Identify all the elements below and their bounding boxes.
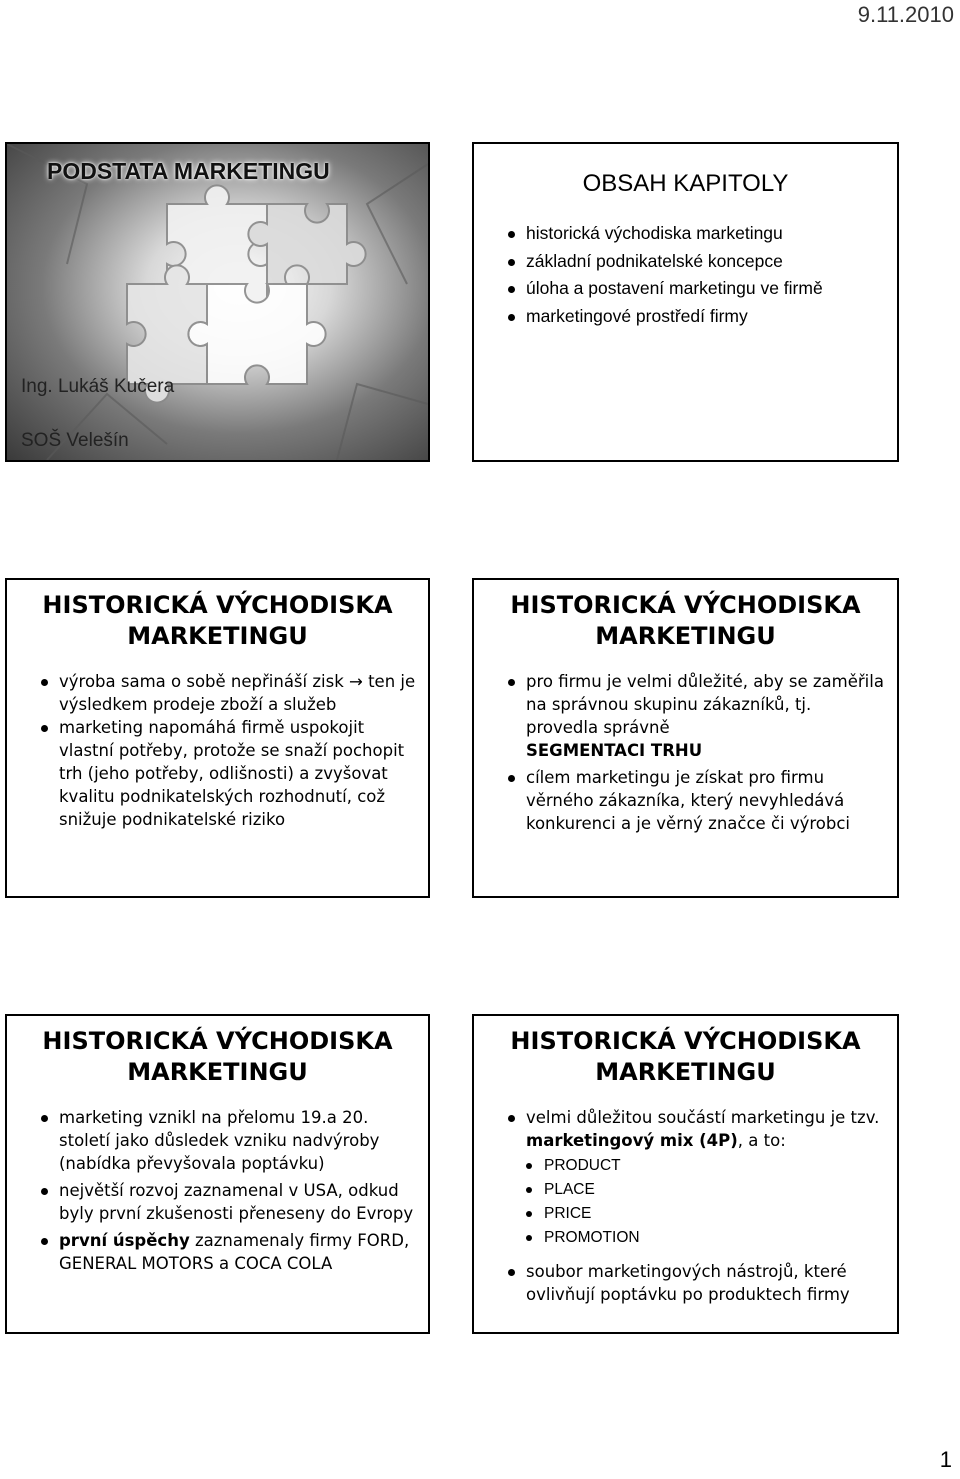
list-item: marketing vznikl na přelomu 19.a 20. století jako důsledek vzniku nadvýroby (nabídka převyšovala poptávku) [41, 1106, 416, 1175]
contents-list [474, 220, 897, 330]
bullet-icon [508, 314, 515, 321]
list-item: největší rozvoj zaznamenal v USA, odkud byly první zkušenosti přeneseny do Evropy [41, 1179, 416, 1225]
bullet-list [7, 1106, 428, 1275]
list-item: marketing napomáhá firmě uspokojit vlastní potřeby, protože se snaží pochopit trh (jeho potřeby, odlišnosti) a zvyšovat kvalitu podnikatelských rozhodnutí, což snižuje podnikatelské riziko [41, 716, 416, 831]
bullet-icon [526, 1211, 532, 1217]
bullet-icon [526, 1187, 532, 1193]
bullet-icon [508, 259, 515, 266]
slide-history-2 [472, 578, 899, 898]
bullet-icon [526, 1163, 532, 1169]
list-item: základní podnikatelské koncepce [508, 248, 897, 276]
list-item: výroba sama o sobě nepřináší zisk → ten je výsledkem prodeje zboží a služeb [41, 670, 416, 716]
list-item: úloha a postavení marketingu ve firmě [508, 275, 897, 303]
slide-contents [472, 142, 899, 462]
bullet-icon [41, 1115, 48, 1122]
bullet-list [474, 1106, 897, 1306]
list-item: marketingové prostředí firmy [508, 303, 897, 331]
bullet-icon [41, 725, 48, 732]
slide-history-1 [5, 578, 430, 898]
bullet-icon [508, 775, 515, 782]
bullet-icon [508, 1269, 515, 1276]
bullet-icon [41, 1188, 48, 1195]
bullet-list [474, 670, 897, 835]
slide-heading: HISTORICKÁ VÝCHODISKA MARKETINGU [42, 591, 393, 650]
sub-item: PRODUCT [526, 1154, 885, 1178]
bullet-icon [508, 286, 515, 293]
slide-history-4 [472, 1014, 899, 1334]
puzzle-image [7, 144, 428, 460]
list-item: pro firmu je velmi důležité, aby se zaměřila na správnou skupinu zákazníků, tj. provedla správně SEGMENTACI TRHU [508, 670, 885, 762]
bullet-icon [508, 1115, 515, 1122]
bullet-icon [526, 1235, 532, 1241]
bullet-icon [508, 231, 515, 238]
bullet-icon [508, 679, 515, 686]
contents-title: OBSAH KAPITOLY [582, 170, 789, 197]
list-item: soubor marketingových nástrojů, které ovlivňují poptávku po produktech firmy [508, 1260, 885, 1306]
slide-heading: HISTORICKÁ VÝCHODISKA MARKETINGU [510, 1027, 861, 1086]
bullet-list [7, 670, 428, 831]
list-item: historická východiska marketingu [508, 220, 897, 248]
slide-title-text: PODSTATA MARKETINGU [47, 158, 330, 184]
slide-history-3 [5, 1014, 430, 1334]
list-item: první úspěchy zaznamenaly firmy FORD, GENERAL MOTORS a COCA COLA [41, 1229, 416, 1275]
slide-heading: HISTORICKÁ VÝCHODISKA MARKETINGU [510, 591, 861, 650]
header-date: 9.11.2010 [857, 2, 954, 27]
page-number: 1 [939, 1447, 952, 1472]
slide-title [5, 142, 430, 462]
author-name: Ing. Lukáš Kučera [21, 376, 175, 397]
sub-item: PLACE [526, 1178, 885, 1202]
sub-item: PROMOTION [526, 1226, 885, 1250]
list-item: cílem marketingu je získat pro firmu věrného zákazníka, který nevyhledává konkurenci a je věrný značce či výrobci [508, 766, 885, 835]
list-item: velmi důležitou součástí marketingu je tzv. marketingový mix (4P), a to: PRODUCT PLACE PRICE PROMOTION [508, 1106, 885, 1250]
slide-heading: HISTORICKÁ VÝCHODISKA MARKETINGU [42, 1027, 393, 1086]
bullet-icon [41, 1238, 48, 1245]
school-name: SOŠ Velešín [21, 430, 129, 451]
sub-list [526, 1154, 885, 1250]
sub-item: PRICE [526, 1202, 885, 1226]
bullet-icon [41, 679, 48, 686]
